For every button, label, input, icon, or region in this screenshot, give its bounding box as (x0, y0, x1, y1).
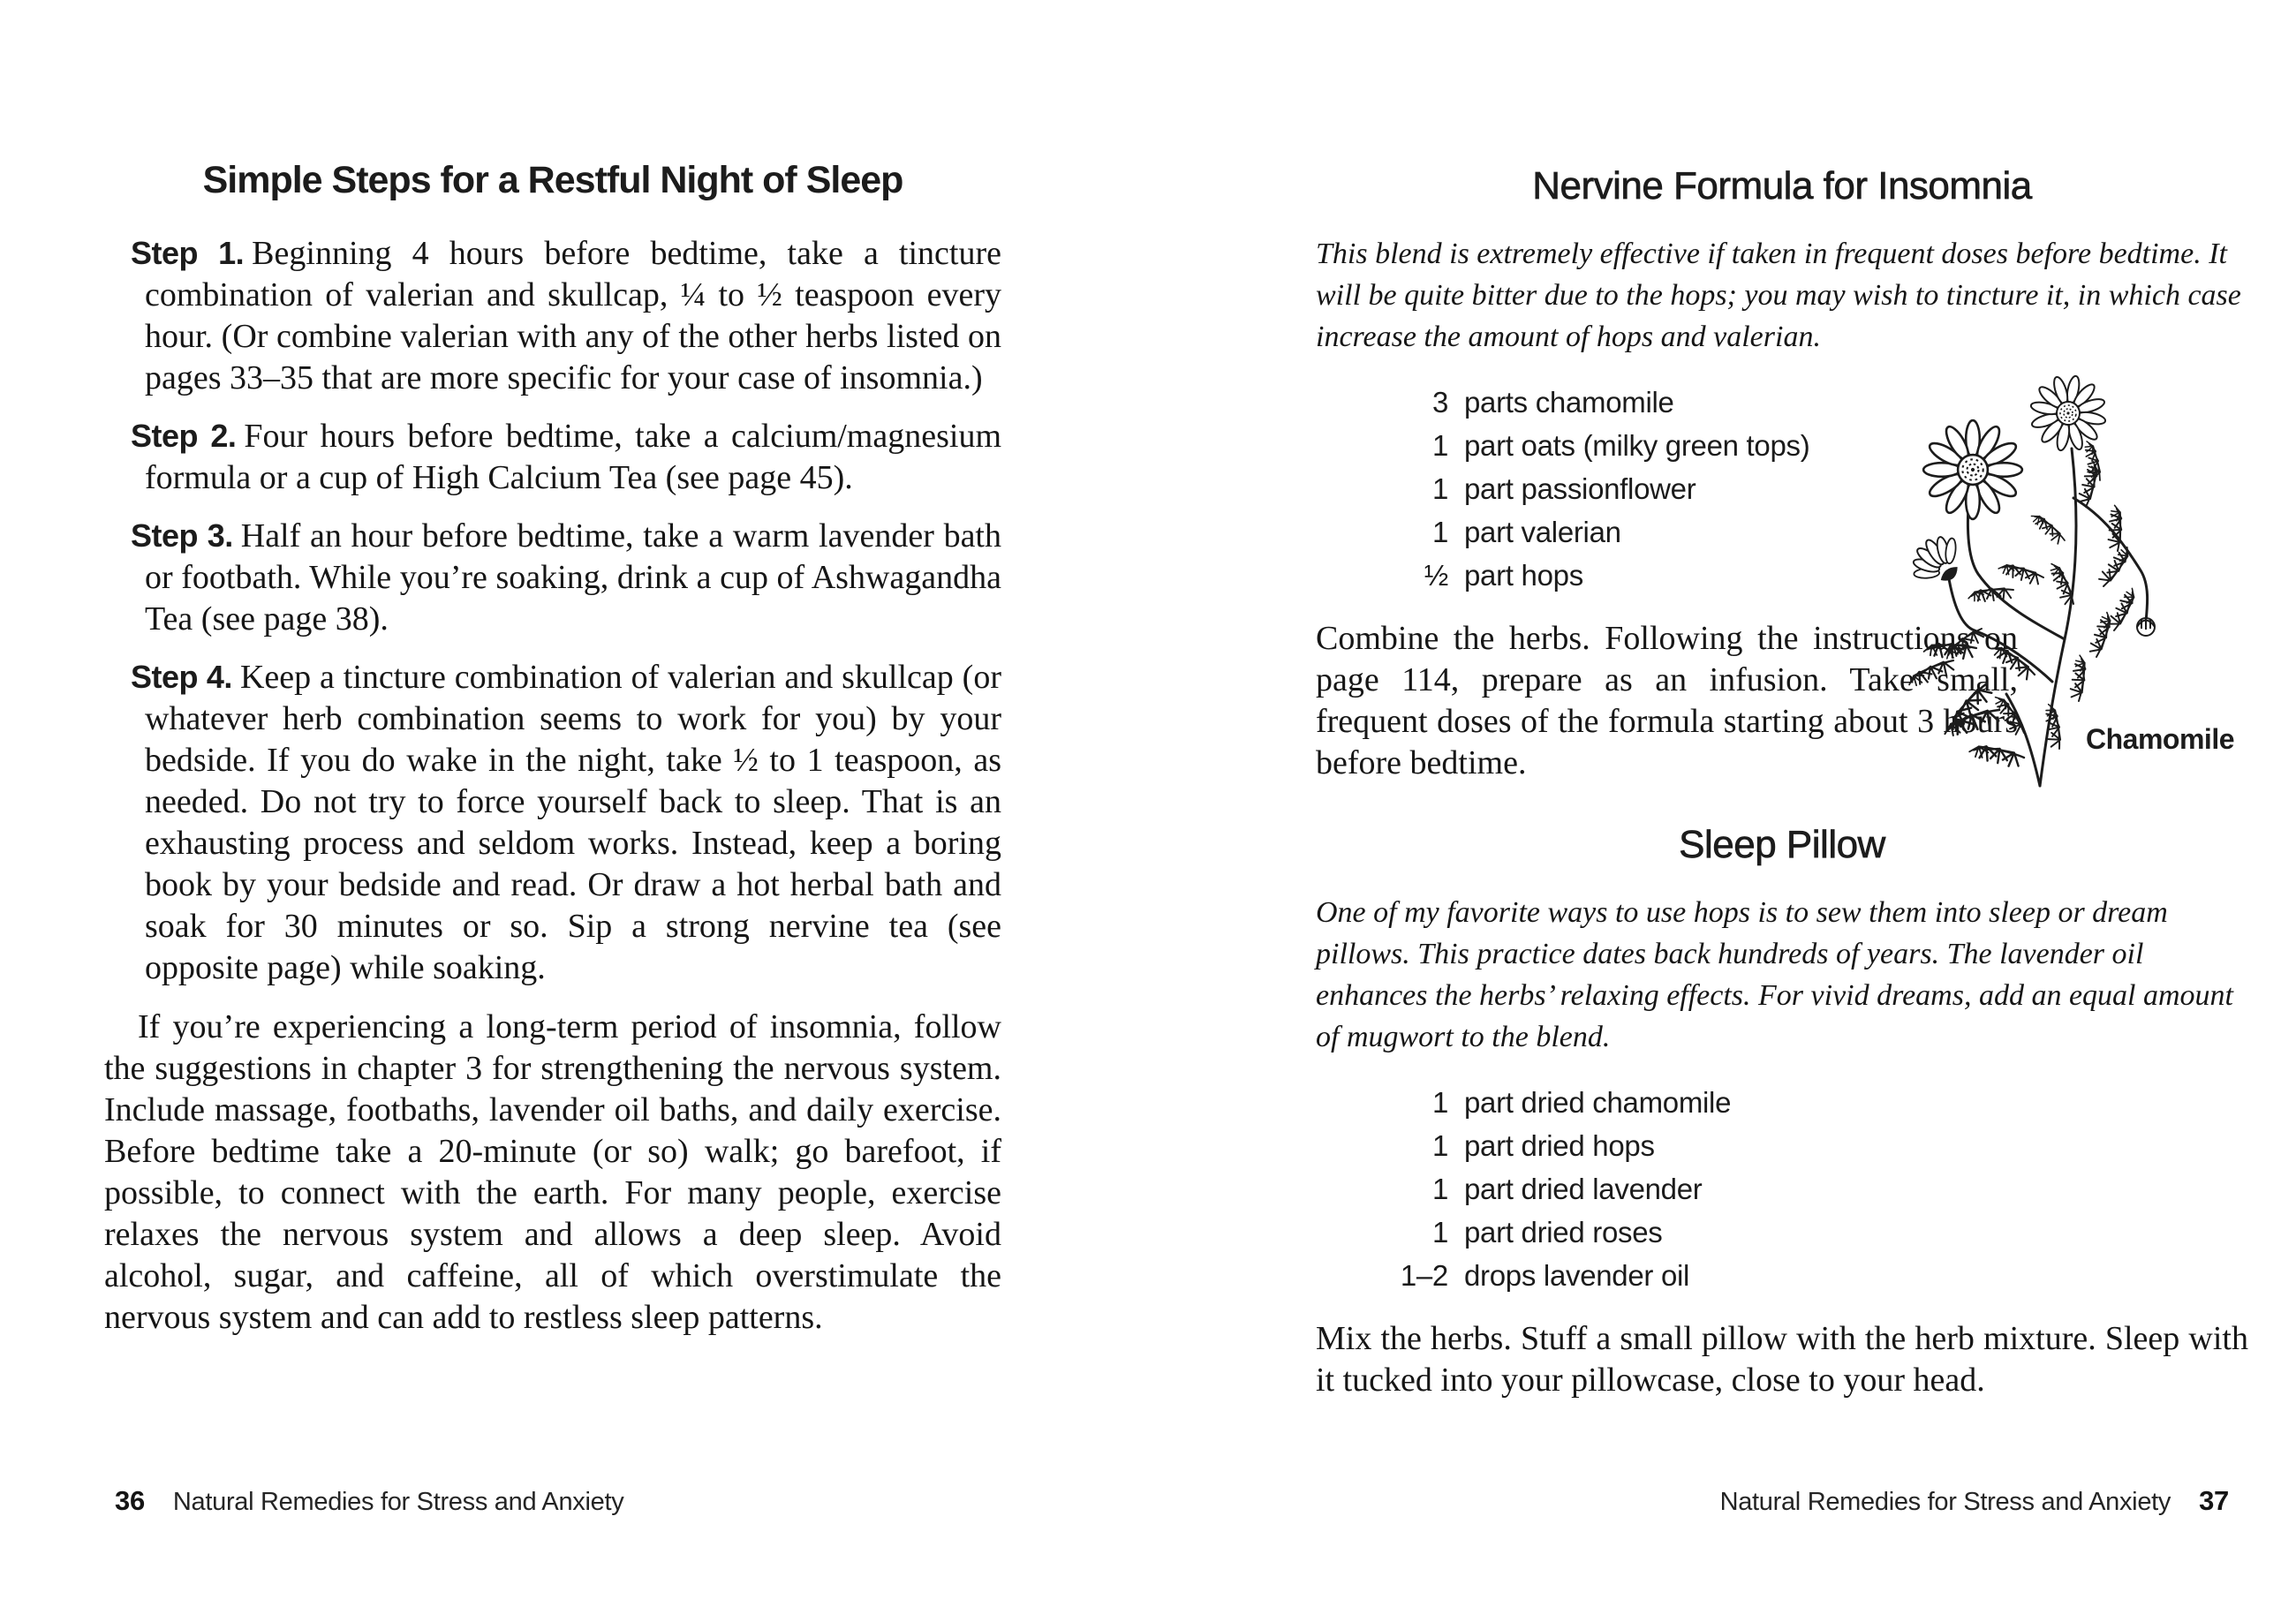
ingredient-row (1316, 1254, 2248, 1297)
ingredient-name: part dried hops (1464, 1129, 1655, 1162)
step-paragraph-2 (104, 415, 1001, 499)
step-4-label: Step 4. (131, 659, 232, 695)
step-paragraph-4 (104, 656, 1001, 989)
ingredient-row (1316, 1124, 2248, 1167)
sleep-pillow-heading: Sleep Pillow (1679, 823, 1885, 866)
ingredient-row (1316, 467, 2248, 510)
ingredient-row (1316, 1081, 2248, 1124)
step-4-text: Keep a tincture combination of valerian and skullcap (or whatever herb combination seems to work for you) by your bedside. If you do wake in the night, take ½ to 1 teaspoon, as needed. Do not try to force yourself back to sleep. That is an exhausting process and seldom works. Instead, keep a boring book by your bedside and read. Or draw a hot herbal bath and soak for 30 minutes or so. Sip a strong nervine tea (see opposite page) while soaking. (145, 659, 1001, 986)
right-page (1316, 164, 2248, 1401)
ingredient-name: drops lavender oil (1464, 1259, 1690, 1292)
ingredient-qty: 1 (1431, 1086, 1448, 1119)
ingredient-qty: 3 (1431, 386, 1448, 419)
sleep-pillow-ingredient-list (1316, 1081, 2248, 1297)
ingredient-qty: ½ (1424, 559, 1448, 592)
ingredient-qty: 1 (1431, 516, 1448, 548)
step-paragraph-3 (104, 515, 1001, 640)
ingredient-qty: 1–2 (1400, 1259, 1448, 1292)
ingredient-row (1316, 1211, 2248, 1254)
step-2-label: Step 2. (131, 418, 237, 454)
left-page (104, 159, 1001, 1339)
ingredient-name: parts chamomile (1464, 386, 1674, 419)
ingredient-name: part dried roses (1464, 1216, 1663, 1249)
formula-instructions: Combine the herbs. Following the instructions on page 114, prepare as an infusion. Take small, frequent doses of the formula starting about 3 hours before bedtime. (1316, 620, 2018, 781)
step-2-text: Four hours before bedtime, take a calcium/magnesium formula or a cup of High Calcium Tea (see page 45). (145, 418, 1002, 496)
ingredient-name: part valerian (1464, 516, 1621, 548)
step-1-text: Beginning 4 hours before bedtime, take a tincture combination of valerian and skullcap, ¼ to ½ teaspoon every hour. (Or combine valerian with any of the other herbs listed on pages 33–35 that are more specific for your case of insomnia.) (145, 235, 1001, 396)
left-running-title: Natural Remedies for Stress and Anxiety (172, 1488, 624, 1516)
ingredient-row (1316, 554, 2248, 597)
ingredient-qty: 1 (1431, 1173, 1448, 1205)
left-page-heading: Simple Steps for a Restful Night of Sleep (202, 159, 903, 201)
ingredient-row (1316, 1167, 2248, 1211)
ingredient-qty: 1 (1431, 1216, 1448, 1249)
closing-paragraph: If you’re experiencing a long-term period of insomnia, follow the suggestions in chapter 3 for strengthening the nervous system. Include massage, footbaths, lavender oil baths, and daily exercise. Before bedtime take a 20-minute (or so) walk; go barefoot, if possible, to connect with the earth. For many people, exercise relaxes the nervous system and allows a deep sleep. Avoid alcohol, sugar, and caffeine, all of which overstimulate the nervous system and can add to restless sleep patterns. (104, 1008, 1001, 1336)
ingredient-qty: 1 (1431, 1129, 1448, 1162)
sleep-pillow-instructions: Mix the herbs. Stuff a small pillow with the herb mixture. Sleep with it tucked into your pillowcase, close to your head. (1316, 1320, 2248, 1399)
ingredient-name: part passionflower (1464, 472, 1696, 505)
chamomile-caption: Chamomile (2086, 723, 2234, 755)
right-page-number: 37 (2199, 1485, 2229, 1516)
formula-intro: This blend is extremely effective if taken in frequent doses before bedtime. It will be quite bitter due to the hops; you may wish to tincture it, in which case increase the amount of hops and valerian. (1316, 238, 2241, 353)
ingredient-row (1316, 424, 2248, 467)
formula-heading: Nervine Formula for Insomnia (1532, 164, 2032, 207)
formula-ingredient-list (1316, 381, 2248, 597)
right-footer (1720, 1485, 2229, 1517)
ingredient-row (1316, 510, 2248, 554)
step-3-text: Half an hour before bedtime, take a warm lavender bath or footbath. While you’re soaking, drink a cup of Ashwagandha Tea (see page 38). (145, 517, 1001, 638)
sleep-pillow-intro: One of my favorite ways to use hops is to sew them into sleep or dream pillows. This practice dates back hundreds of years. The lavender oil enhances the herbs’ relaxing effects. For vivid dreams, add an equal amount of mugwort to the blend. (1316, 896, 2233, 1053)
ingredient-qty: 1 (1431, 472, 1448, 505)
ingredient-qty: 1 (1431, 429, 1448, 462)
ingredient-name: part dried chamomile (1464, 1086, 1732, 1119)
step-3-label: Step 3. (131, 517, 233, 554)
left-footer (115, 1485, 623, 1517)
right-running-title: Natural Remedies for Stress and Anxiety (1719, 1488, 2171, 1516)
step-paragraph-1 (104, 232, 1001, 399)
step-1-label: Step 1. (131, 235, 245, 271)
ingredient-name: part dried lavender (1464, 1173, 1703, 1205)
left-page-number: 36 (115, 1485, 145, 1516)
ingredient-name: part oats (milky green tops) (1464, 429, 1810, 462)
ingredient-row (1316, 381, 2248, 424)
ingredient-name: part hops (1464, 559, 1583, 592)
